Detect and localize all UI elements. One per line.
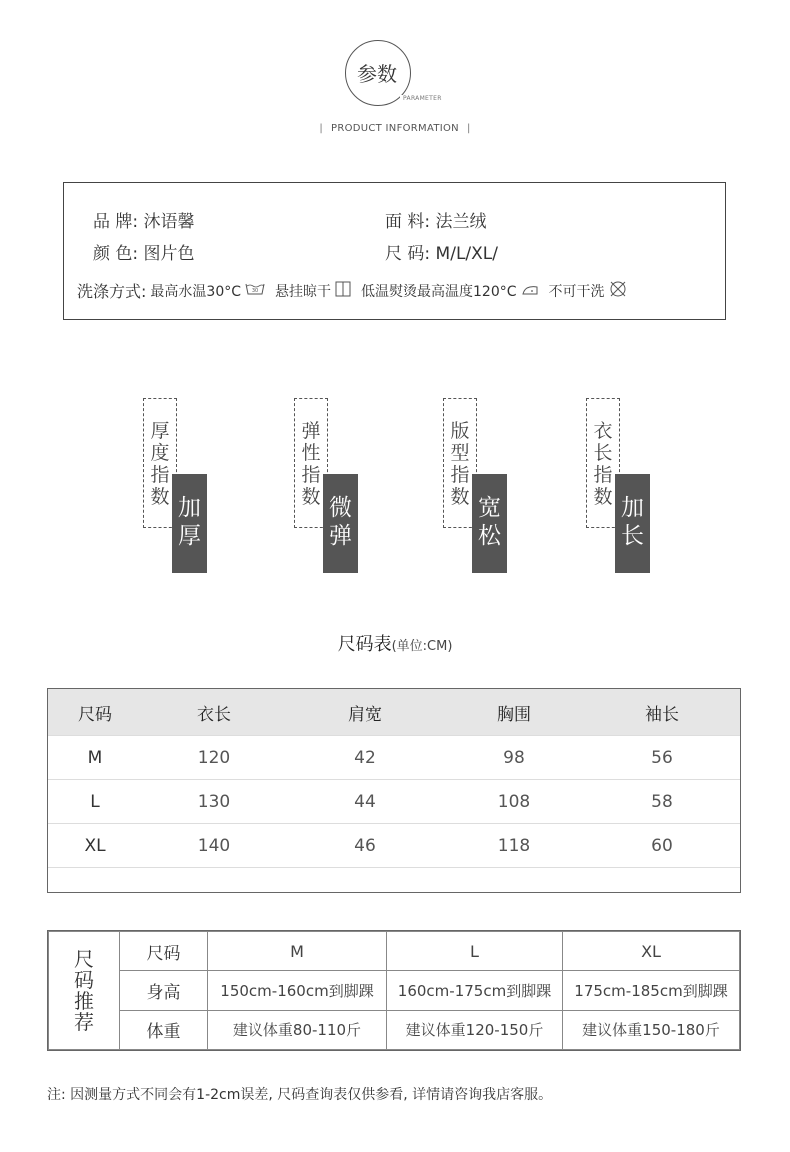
table-cell: 46 <box>286 824 444 868</box>
table-cell: 尺码 <box>120 932 208 971</box>
wash-instructions <box>77 279 637 302</box>
size-table-title <box>0 630 790 656</box>
size-table-header-row <box>48 689 740 736</box>
thickness-index-value: 加厚 <box>172 474 207 573</box>
no-dry-clean-icon <box>609 280 627 302</box>
table-cell: 150cm-160cm到脚踝 <box>208 971 387 1010</box>
table-row <box>49 1010 740 1049</box>
table-cell: M <box>208 932 387 971</box>
svg-text:30: 30 <box>251 287 259 294</box>
table-cell: L <box>387 932 563 971</box>
recommend-label-cell <box>49 932 120 1050</box>
length-index-label: 衣长指数 <box>593 420 613 508</box>
fit-index-label: 版型指数 <box>450 420 470 508</box>
table-row <box>49 971 740 1010</box>
table-cell: 130 <box>142 780 286 824</box>
table-cell: XL <box>563 932 740 971</box>
table-cell: 140 <box>142 824 286 868</box>
param-fabric-value: 法兰绒 <box>435 212 487 232</box>
table-cell: 120 <box>142 736 286 780</box>
table-cell: 建议体重80-110斤 <box>208 1010 387 1049</box>
elasticity-index-value: 微弹 <box>323 474 358 573</box>
header-title: 参数 <box>357 62 397 86</box>
divider-bar-right: | <box>466 123 471 134</box>
hang-dry-icon <box>335 281 351 301</box>
param-fabric-label: 面 料: <box>385 212 431 232</box>
table-cell: 58 <box>584 780 740 824</box>
iron-icon <box>521 282 539 300</box>
table-cell: 42 <box>286 736 444 780</box>
table-cell: 160cm-175cm到脚踝 <box>387 971 563 1010</box>
length-index-value: 加长 <box>615 474 650 573</box>
table-row <box>49 932 740 971</box>
table-row-empty <box>48 868 740 905</box>
table-cell: 108 <box>444 780 584 824</box>
footnote: 注: 因测量方式不同会有1-2cm误差, 尺码查询表仅供参看, 详情请咨询我店客服。 <box>47 1087 553 1103</box>
table-row <box>48 824 740 868</box>
elasticity-index-label: 弹性指数 <box>301 420 321 508</box>
divider-bar-left: | <box>319 123 324 134</box>
fit-index-value: 宽松 <box>472 474 507 573</box>
param-color-value: 图片色 <box>143 244 195 264</box>
table-cell: 体重 <box>120 1010 208 1049</box>
param-size <box>385 239 498 264</box>
section-heading-text: PRODUCT INFORMATION <box>331 123 459 134</box>
section-heading <box>0 123 790 134</box>
header-subtitle: PARAMETER <box>400 95 445 102</box>
size-table-unit: (单位:CM) <box>391 639 453 654</box>
wash-tub-icon <box>245 282 265 300</box>
table-cell: 建议体重150-180斤 <box>563 1010 740 1049</box>
table-cell: 175cm-185cm到脚踝 <box>563 971 740 1010</box>
param-brand-value: 沐语馨 <box>143 212 195 232</box>
size-table-title-text: 尺码表 <box>337 634 392 655</box>
thickness-index-label: 厚度指数 <box>150 420 170 508</box>
size-header-chest: 胸围 <box>444 689 584 736</box>
table-cell: 身高 <box>120 971 208 1010</box>
size-header-length: 衣长 <box>142 689 286 736</box>
wash-item-nodry: 不可干洗 <box>548 283 605 300</box>
param-fabric <box>385 207 487 232</box>
param-size-label: 尺 码: <box>385 244 431 264</box>
wash-item-temp: 最高水温30°C <box>150 283 241 300</box>
table-cell: XL <box>48 824 142 868</box>
wash-label: 洗涤方式: <box>77 282 147 301</box>
param-brand-label: 品 牌: <box>93 212 139 232</box>
param-color-label: 颜 色: <box>93 244 139 264</box>
table-row <box>48 736 740 780</box>
wash-item-iron: 低温熨烫最高温度120°C <box>361 283 517 300</box>
table-cell: 建议体重120-150斤 <box>387 1010 563 1049</box>
size-table <box>47 688 741 893</box>
size-header-shoulder: 肩宽 <box>286 689 444 736</box>
size-header-size: 尺码 <box>48 689 142 736</box>
table-cell: 56 <box>584 736 740 780</box>
table-cell: 60 <box>584 824 740 868</box>
table-row <box>48 780 740 824</box>
table-cell: 118 <box>444 824 584 868</box>
size-header-sleeve: 袖长 <box>584 689 740 736</box>
table-cell: M <box>48 736 142 780</box>
table-cell: 44 <box>286 780 444 824</box>
param-brand <box>93 207 195 232</box>
size-recommend-table <box>47 930 741 1051</box>
param-size-value: M/L/XL/ <box>435 244 498 264</box>
recommend-label: 尺码推荐 <box>74 946 94 1034</box>
param-color <box>93 239 195 264</box>
table-cell: L <box>48 780 142 824</box>
table-cell-empty <box>48 868 740 905</box>
wash-item-hang: 悬挂晾干 <box>275 283 331 300</box>
table-cell: 98 <box>444 736 584 780</box>
